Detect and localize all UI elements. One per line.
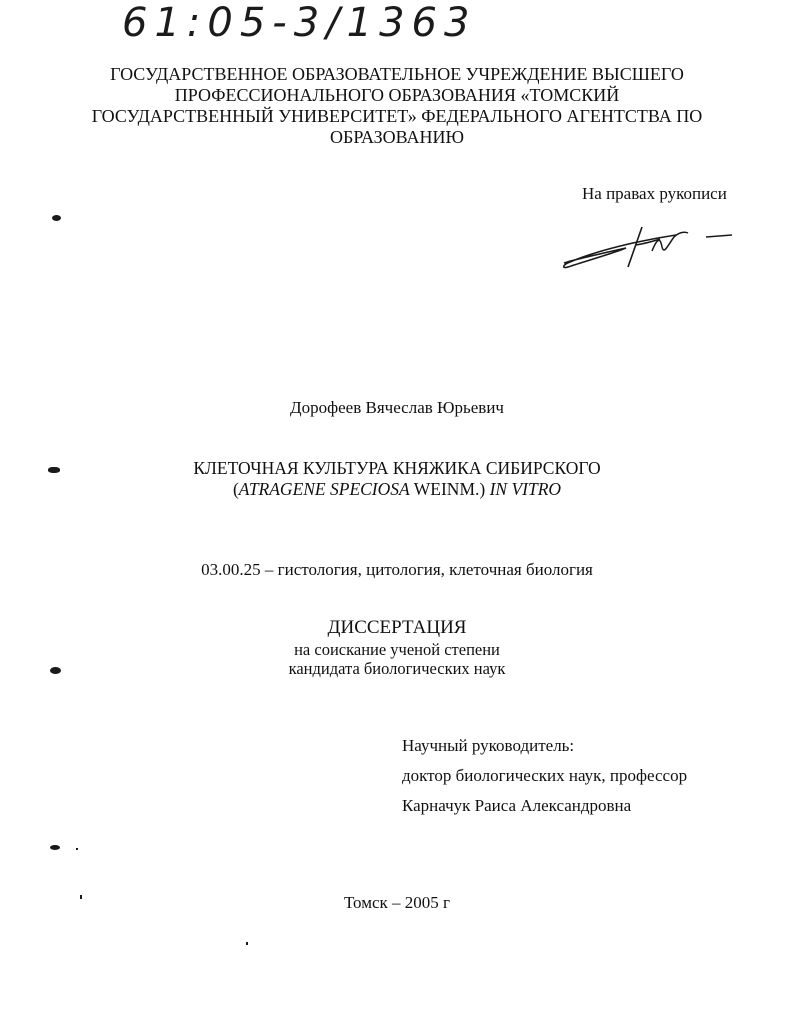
- scan-speck: [48, 467, 60, 473]
- title-paren: (: [232, 479, 239, 499]
- advisor-label: Научный руководитель:: [402, 736, 575, 755]
- header-line: ОБРАЗОВАНИЮ: [330, 127, 464, 147]
- dissertation-title: [0, 458, 794, 500]
- title-line-2: [0, 479, 794, 500]
- scan-speck: [52, 215, 61, 221]
- header-line: ГОСУДАРСТВЕННОЕ ОБРАЗОВАТЕЛЬНОЕ УЧРЕЖДЕНИЕ ВЫСШЕГО: [110, 64, 684, 84]
- title-in-vitro: IN VITRO: [489, 479, 562, 499]
- scan-speck: [80, 895, 82, 899]
- place-year: Томск – 2005 г: [343, 893, 451, 912]
- advisor-name: Карначук Раиса Александровна: [402, 796, 632, 815]
- title-species-author: WEINM.): [409, 479, 490, 499]
- advisor-degree: доктор биологических наук, профессор: [402, 766, 688, 785]
- degree-line-1: на соискание ученой степени: [294, 640, 500, 659]
- archive-code: 61:05-3/1363: [122, 0, 477, 46]
- scan-speck: [246, 942, 248, 945]
- dissertation-heading: ДИССЕРТАЦИЯ: [327, 617, 467, 638]
- header-line: ГОСУДАРСТВЕННЫЙ УНИВЕРСИТЕТ» ФЕДЕРАЛЬНОГО АГЕНТСТВА ПО: [91, 106, 703, 126]
- rights-note: На правах рукописи: [582, 184, 727, 203]
- header-line: ПРОФЕССИОНАЛЬНОГО ОБРАЗОВАНИЯ «ТОМСКИЙ: [174, 85, 620, 105]
- scan-speck: [50, 667, 61, 674]
- title-latin-genus: ATRAGENE SPECIOSA: [238, 479, 410, 499]
- degree-line-2: кандидата биологических наук: [288, 659, 506, 678]
- institution-header: [0, 64, 794, 148]
- author-name: Дорофеев Вячеслав Юрьевич: [290, 398, 504, 417]
- signature-icon: [556, 215, 746, 275]
- scan-speck: [50, 845, 60, 850]
- scan-speck: [76, 848, 78, 850]
- specialty-code: 03.00.25 – гистология, цитология, клеточная биология: [201, 560, 593, 579]
- title-line-1: КЛЕТОЧНАЯ КУЛЬТУРА КНЯЖИКА СИБИРСКОГО: [193, 458, 601, 478]
